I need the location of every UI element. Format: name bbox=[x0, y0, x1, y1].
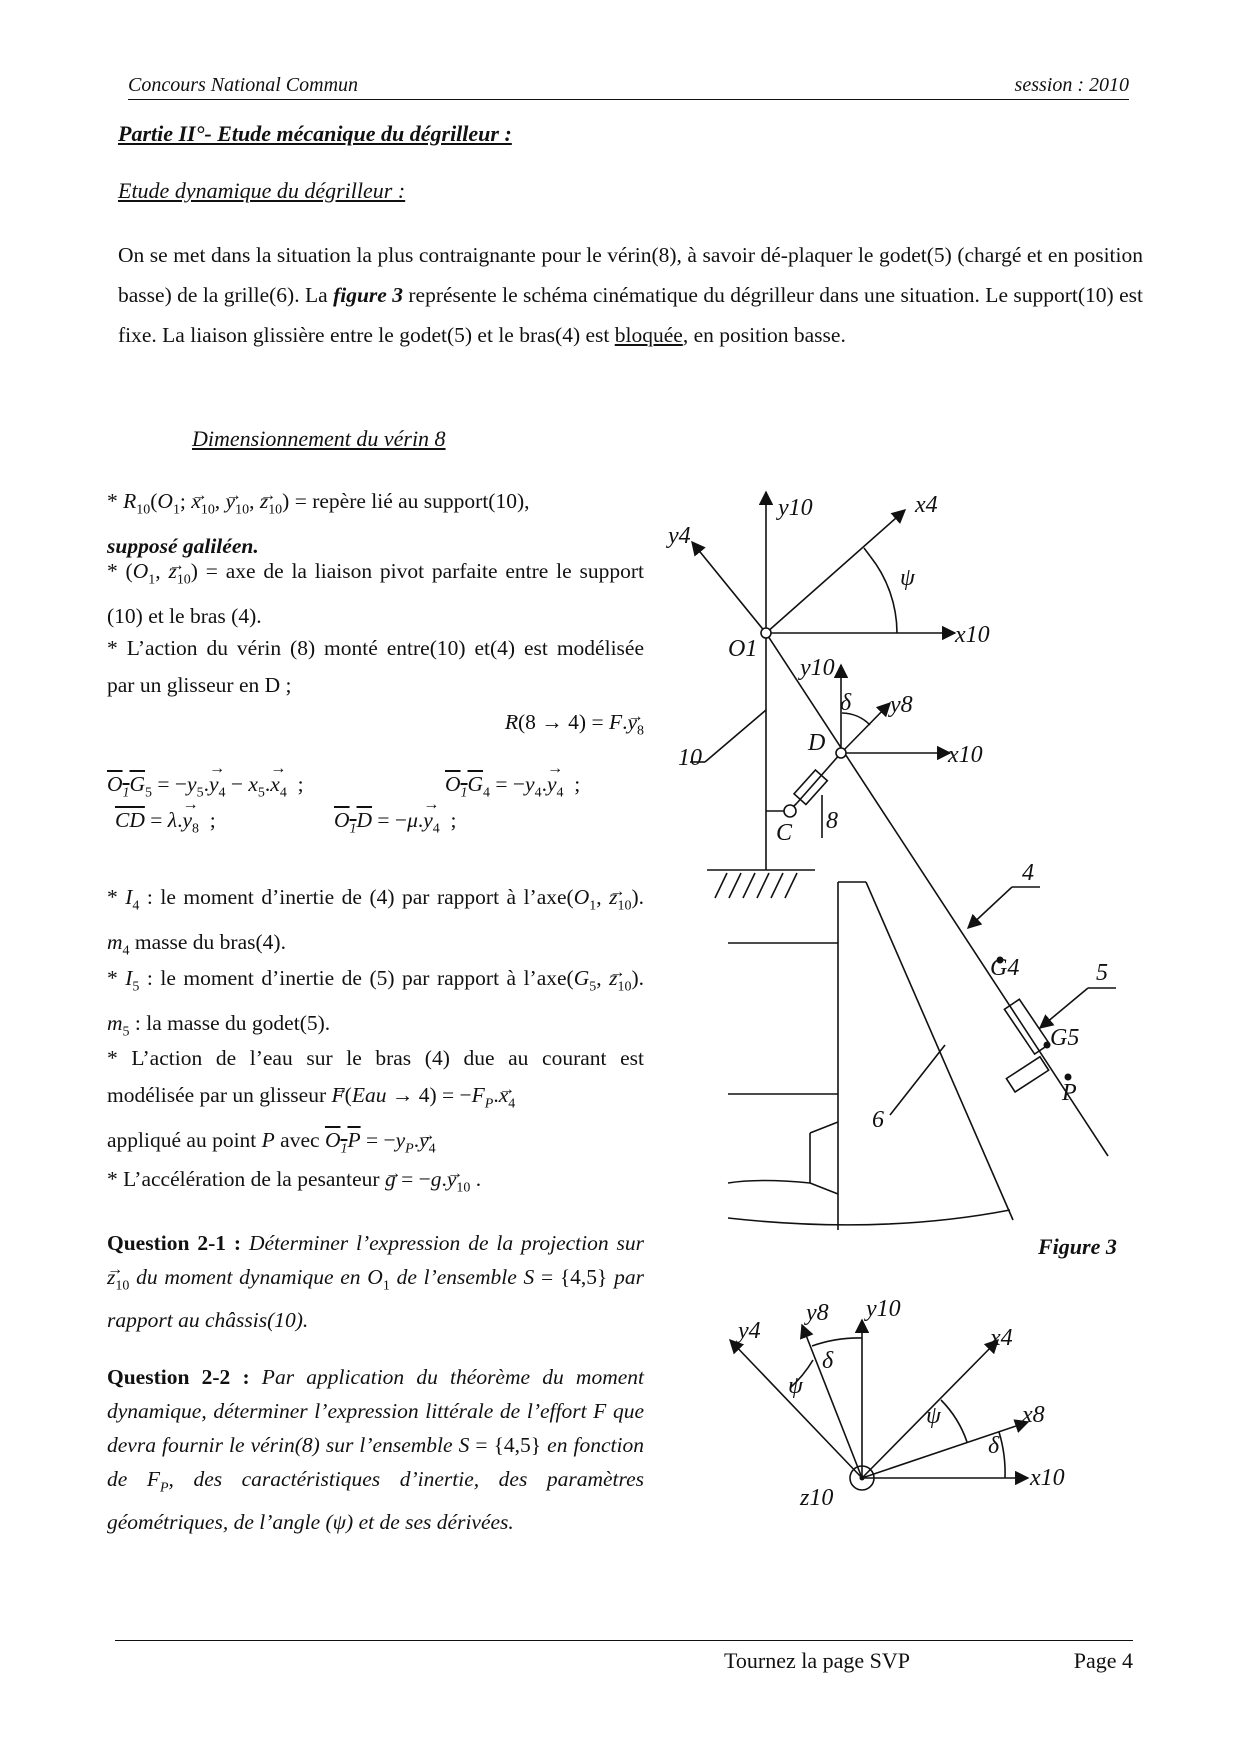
label-y4-small: y4 bbox=[738, 1318, 761, 1344]
page-number: Page 4 bbox=[1073, 1648, 1133, 1673]
label-y10-d: y10 bbox=[800, 655, 835, 681]
label-delta-small-right: δ bbox=[988, 1433, 1000, 1459]
label-y8-small: y8 bbox=[806, 1300, 829, 1326]
formula-cd: $\overline{CD} = \lambda.y \to_8$ ; bbox=[115, 808, 216, 837]
question-2-2: Question 2-2 : Par application du théorème du moment dynamique, déterminer l’expression littérale de l’effort F que devra fournir le vérin(8) sur l’ensemble S = {4,5} en fonction de $F_P$, des caractéristiques d’inertie, des paramètres géométriques, de l’angle (ψ) et de ses dérivées. bbox=[107, 1365, 644, 1535]
label-y4: y4 bbox=[668, 523, 691, 549]
subsection-title: Dimensionnement du vérin 8 bbox=[192, 426, 446, 451]
label-psi: ψ bbox=[900, 565, 915, 591]
label-10: 10 bbox=[678, 745, 702, 771]
label-psi-small-left: ψ bbox=[788, 1373, 803, 1399]
part-title: Partie II°- Etude mécanique du dégrilleur : bbox=[118, 121, 512, 146]
label-psi-small-right: ψ bbox=[926, 1403, 941, 1429]
item-pivot-axis: * ($O_1$, $z \to_{10}$) = axe de la liaison pivot parfaite entre le support (10) et le bras (4). bbox=[107, 553, 644, 635]
label-5: 5 bbox=[1096, 960, 1108, 986]
label-x4: x4 bbox=[915, 492, 938, 518]
figure-3-diagram bbox=[640, 470, 1160, 1510]
label-y10: y10 bbox=[778, 495, 813, 521]
label-x4-small: x4 bbox=[990, 1325, 1013, 1351]
item-inertia-5: * $I_5$ : le moment d’inertie de (5) par rapport à $l’axe(G_5$, $z \to_{10}$). $m_5$ : la masse du godet(5). bbox=[107, 960, 644, 1051]
footer-turn-page: Tournez la page SVP bbox=[724, 1648, 911, 1673]
label-c: C bbox=[776, 820, 793, 846]
figure-caption: Figure 3 bbox=[1038, 1234, 1117, 1259]
label-x8-small: x8 bbox=[1022, 1402, 1045, 1428]
item-frame-r10: * $R_{10}(O_1$; $x \to_{10}$, $y \to_{10}$, $z \to_{10}$) = repère lié au support(10), supposé galiléen. bbox=[107, 483, 644, 565]
label-g5: G5 bbox=[1050, 1025, 1080, 1051]
label-delta-small-top: δ bbox=[822, 1348, 834, 1374]
label-x10-o1: x10 bbox=[955, 622, 990, 648]
header-rule bbox=[128, 99, 1129, 100]
label-o1: O1 bbox=[728, 636, 758, 662]
label-g4: G4 bbox=[990, 955, 1020, 981]
label-6: 6 bbox=[872, 1107, 884, 1133]
label-z10-small: z10 bbox=[800, 1485, 834, 1510]
formula-r-8-4: $R \to(8 \to 4) = F.y \to_8$ bbox=[107, 704, 644, 749]
label-p: P bbox=[1062, 1080, 1077, 1106]
label-d: D bbox=[808, 730, 826, 756]
formula-o1g4: $O_1G_4 = -y_4.y \to_4$ ; bbox=[445, 772, 580, 801]
header-left: Concours National Commun bbox=[128, 74, 359, 96]
label-y10-small: y10 bbox=[866, 1296, 901, 1322]
label-8: 8 bbox=[826, 808, 838, 834]
intro-paragraph: On se met dans la situation la plus contraignante pour le vérin(8), à savoir dé-plaquer le godet(5) (chargé et en position basse) de la grille(6). La figure 3 représente le schéma cinématique du dégrilleur dans une situation. Le support(10) est fixe. La liaison glissière entre le godet(5) et le bras(4) est bloquée, en position basse. bbox=[118, 243, 1144, 347]
label-4: 4 bbox=[1022, 860, 1034, 886]
item-verin-action: * L’action du vérin (8) monté entre(10) et(4) est modélisée par un glisseur en D ; bbox=[107, 636, 644, 697]
section-title: Etude dynamique du dégrilleur : bbox=[118, 178, 406, 203]
footer-rule bbox=[115, 1640, 1133, 1641]
item-water-action: * L’action de l’eau sur le bras (4) due au courant est modélisée par un glisseur $F \to(Eau \to 4) = -F_P.x \to_4$ appliqué au point P avec $O_1P = -y_P.y \to_4$ bbox=[107, 1040, 644, 1168]
label-y8: y8 bbox=[890, 692, 913, 718]
label-x10-small: x10 bbox=[1030, 1465, 1065, 1491]
question-2-1: Question 2-1 : Déterminer l’expression de la projection sur $z \to_{10}$ du moment dynamique en $O_1$ de l’ensemble S = {4,5} par rapport au châssis(10). bbox=[107, 1226, 644, 1337]
label-x10-d: x10 bbox=[948, 742, 983, 768]
formula-o1d: $O_1D = -\mu.y \to_4$ ; bbox=[334, 808, 457, 837]
item-gravity: * L’accélération de la pesanteur g → = $-g.y \to_{10}$ . bbox=[107, 1161, 644, 1206]
label-delta-d: δ bbox=[840, 690, 852, 716]
header-right: session : 2010 bbox=[1014, 74, 1129, 96]
formula-o1g5: $O_1G_5 = -y_5.y \to_4 - x_5.x \to_4$ ; bbox=[107, 772, 304, 801]
item-inertia-4: * $I_4$ : le moment d’inertie de (4) par rapport à $l’axe(O_1$, $z \to_{10}$). $m_4$ masse du bras(4). bbox=[107, 879, 644, 970]
